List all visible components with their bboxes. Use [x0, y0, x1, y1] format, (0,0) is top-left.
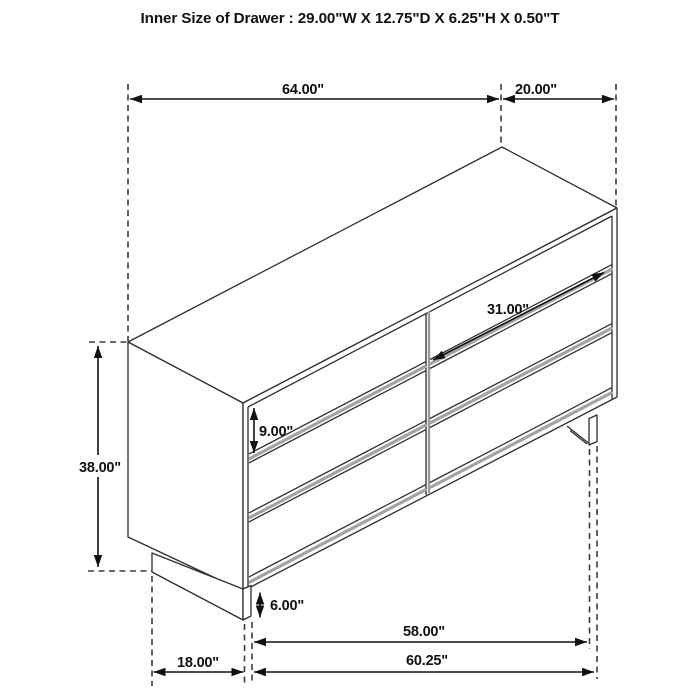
dim-overall-height-label: 38.00": [79, 460, 121, 476]
dim-base-depth-label: 18.00": [177, 655, 219, 671]
dim-drawer-width-label: 31.00": [487, 302, 529, 318]
dim-top-width-label: 64.00": [282, 82, 324, 98]
dim-drawer-height-label: 9.00": [258, 424, 294, 440]
right-leg: [589, 415, 597, 445]
dim-base-width-label: 60.25": [406, 653, 448, 669]
dim-base-span-label: 58.00": [403, 624, 445, 640]
dim-top-depth-label: 20.00": [515, 82, 557, 98]
right-leg-bracket-line: [567, 426, 589, 444]
base-front-corner-post: [243, 586, 251, 621]
right-leg-bracket-line: [570, 431, 587, 445]
dresser-body: [128, 147, 617, 591]
diagram-title: Inner Size of Drawer : 29.00"W X 12.75"D X 6.25"H X 0.50"T: [140, 10, 560, 27]
dim-leg-height-label: 6.00": [269, 598, 305, 614]
